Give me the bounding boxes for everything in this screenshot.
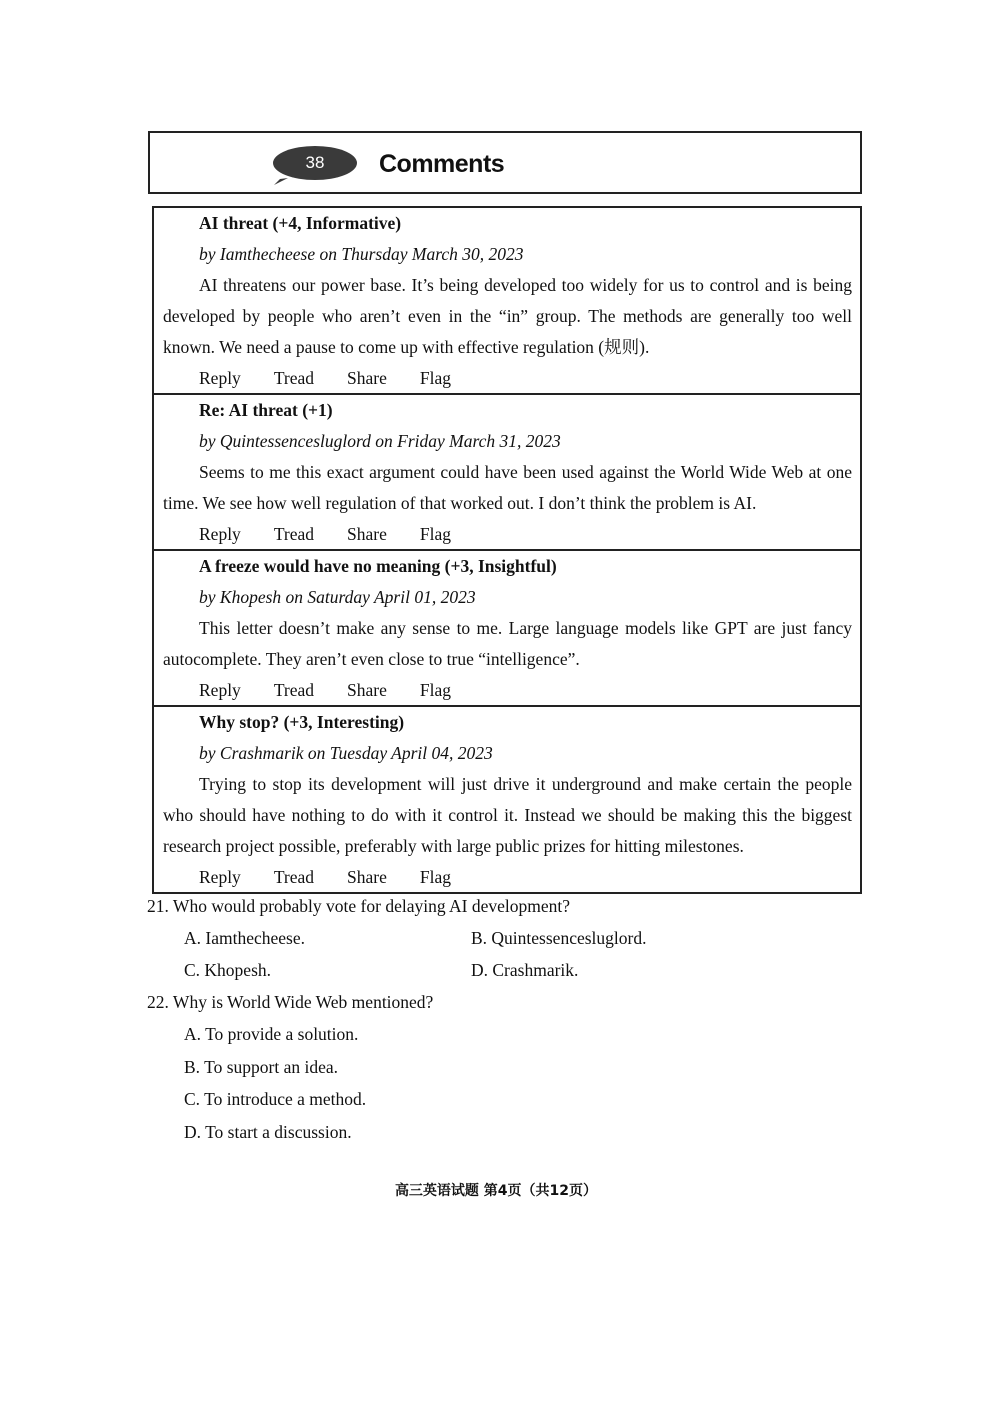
comment-actions (154, 363, 860, 393)
option-d: D. To start a discussion. (184, 1121, 352, 1142)
share-link[interactable]: Share (347, 524, 387, 544)
comment-count: 38 (305, 153, 325, 172)
question (147, 986, 867, 1148)
page-title: Comments (379, 150, 505, 178)
question-stem: 21. Who would probably vote for delaying AI development? (147, 896, 570, 916)
reply-link[interactable]: Reply (199, 680, 241, 700)
comment-body: This letter doesn’t make any sense to me. Large language models like GPT are just fancy autocomplete. They aren’t even close to true “intelligence”. (163, 618, 852, 669)
comment-title: A freeze would have no meaning (+3, Insightful) (199, 556, 557, 576)
flag-link[interactable]: Flag (419, 524, 451, 544)
comment-title: Re: AI threat (+1) (199, 400, 333, 420)
reply-link[interactable]: Reply (199, 524, 241, 544)
reply-link[interactable]: Reply (199, 368, 241, 388)
question-stem: 22. Why is World Wide Web mentioned? (147, 992, 434, 1012)
option-b: B. Quintessencesluglord. (471, 928, 647, 948)
option-a: A. Iamthecheese. (184, 928, 305, 948)
reply-link[interactable]: Reply (199, 867, 241, 887)
page-footer: 高三英语试题 第4页（共12页） (394, 1183, 598, 1199)
comment (154, 393, 860, 549)
comment (154, 208, 860, 393)
tread-link[interactable]: Tread (273, 368, 314, 388)
comment-actions (154, 519, 860, 549)
share-link[interactable]: Share (347, 680, 387, 700)
option-a: A. To provide a solution. (184, 1024, 359, 1044)
option-d: D. Crashmarik. (471, 960, 579, 980)
share-link[interactable]: Share (347, 368, 387, 388)
option-c: C. To introduce a method. (184, 1089, 367, 1109)
tread-link[interactable]: Tread (273, 524, 314, 544)
comment-byline: by Crashmarik on Tuesday April 04, 2023 (199, 743, 493, 763)
flag-link[interactable]: Flag (419, 680, 451, 700)
flag-link[interactable]: Flag (419, 867, 451, 887)
option-b: B. To support an idea. (184, 1056, 338, 1077)
comment-byline: by Quintessencesluglord on Friday March 31, 2023 (199, 431, 561, 451)
comment-title: AI threat (+4, Informative) (199, 213, 402, 233)
comment-byline: by Iamthecheese on Thursday March 30, 2023 (199, 244, 524, 264)
speech-bubble-icon (272, 145, 358, 185)
flag-link[interactable]: Flag (419, 368, 451, 388)
comment (154, 549, 860, 705)
comment-body: Seems to me this exact argument could have been used against the World Wide Web at one time. We see how well regulation of that worked out. I don’t think the problem is AI. (163, 462, 852, 513)
tread-link[interactable]: Tread (273, 680, 314, 700)
comment-byline: by Khopesh on Saturday April 01, 2023 (199, 587, 476, 607)
question-section (147, 890, 867, 1148)
share-link[interactable]: Share (347, 867, 387, 887)
comment-body: Trying to stop its development will just drive it underground and make certain the people who should have nothing to do with it control it. Instead we should be making this the biggest research project possible, preferably with large public prizes for hitting milestones. (163, 774, 852, 856)
comment-body: AI threatens our power base. It’s being developed too widely for us to control and is being developed by people who aren’t even in the “in” group. The methods are generally too well known. We need a pause to come up with effective regulation (规则). (163, 275, 852, 357)
comment (154, 705, 860, 892)
comment-actions (154, 862, 860, 892)
comment-list (152, 206, 862, 894)
comments-header (148, 131, 862, 194)
option-c: C. Khopesh. (184, 960, 272, 980)
option-row (147, 954, 867, 986)
comment-title: Why stop? (+3, Interesting) (199, 712, 405, 732)
option-row (147, 922, 867, 954)
comment-actions (154, 675, 860, 705)
tread-link[interactable]: Tread (273, 867, 314, 887)
question (147, 890, 867, 986)
